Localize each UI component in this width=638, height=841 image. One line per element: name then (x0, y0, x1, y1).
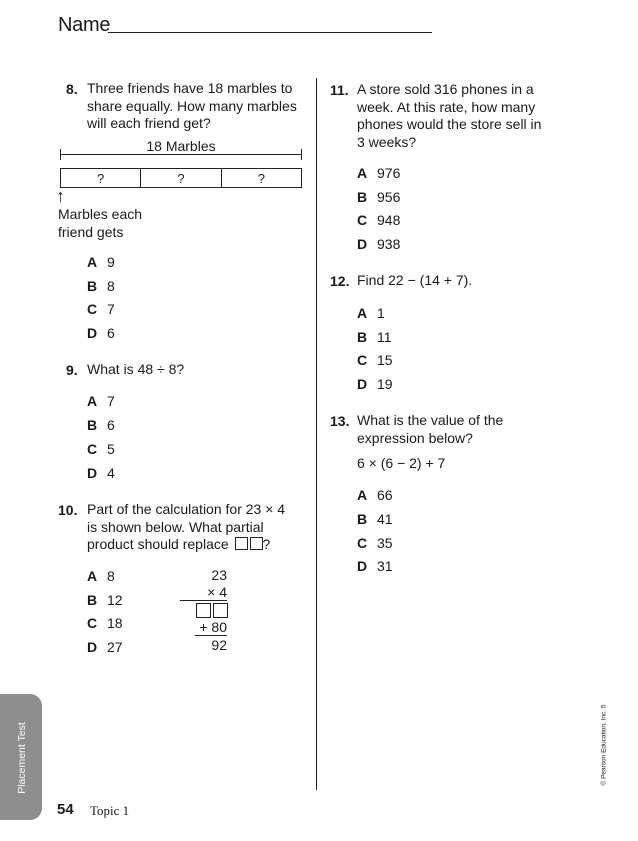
q11-text-line: A store sold 316 phones in a (357, 81, 534, 97)
tape-total-label: 18 Marbles (146, 138, 216, 154)
calc-addend: + 80 (199, 619, 227, 635)
q8-text (87, 80, 297, 133)
q8-text-line: will each friend get? (87, 115, 211, 131)
calc-rule (195, 635, 227, 636)
q9-choice-c[interactable]: C 5 (87, 441, 115, 457)
q13-text-line: What is the value of the (357, 412, 504, 428)
q12-choice-a[interactable]: A 1 (357, 305, 385, 321)
q12-number: 12. (330, 273, 350, 289)
tape-bracket-right (301, 149, 302, 160)
q9-choice-d[interactable]: D 4 (87, 465, 115, 481)
blank-box-icon (235, 537, 248, 550)
name-field-line[interactable] (108, 32, 432, 33)
topic-label: Topic 1 (90, 803, 130, 818)
q11-choice-c[interactable]: C 948 (357, 212, 401, 228)
q10-choice-a[interactable]: A 8 (87, 568, 115, 584)
column-divider (316, 78, 317, 790)
q13-choice-b[interactable]: B 41 (357, 511, 393, 527)
q13-number: 13. (330, 413, 350, 429)
q12-choice-c[interactable]: C 15 (357, 352, 393, 368)
tape-caption-line: friend gets (58, 223, 124, 240)
q8-choice-a[interactable]: A 9 (87, 254, 115, 270)
q10-choice-b[interactable]: B 12 (87, 592, 123, 608)
calc-top-number: 23 (211, 567, 227, 583)
q8-choice-c[interactable]: C 7 (87, 301, 115, 317)
blank-box-icon (213, 603, 228, 618)
q8-choice-b[interactable]: B 8 (87, 278, 115, 294)
q10-choice-d[interactable]: D 27 (87, 639, 123, 655)
tape-caption (58, 206, 142, 241)
q8-text-line: share equally. How many marbles (87, 97, 297, 114)
calc-result: 92 (211, 637, 227, 653)
q12-text: Find 22 − (14 + 7). (357, 272, 473, 288)
q13-text (357, 412, 503, 447)
copyright-notice: © Pearson Education, Inc. 5 (600, 704, 608, 786)
q11-text-line: phones would the store sell in (357, 116, 542, 132)
q12-choice-d[interactable]: D 19 (357, 376, 393, 392)
q9-text: What is 48 ÷ 8? (87, 361, 185, 377)
q10-text (87, 501, 285, 554)
tape-bracket (60, 154, 302, 155)
q10-text-line: Part of the calculation for 23 × 4 (87, 501, 286, 517)
q13-text-line: expression below? (357, 429, 473, 446)
q10-number: 10. (58, 502, 78, 518)
q10-text-line: is shown below. What partial (87, 518, 264, 535)
up-arrow-icon: ↑ (56, 186, 65, 206)
q11-choice-b[interactable]: B 956 (357, 189, 401, 205)
q10-text-line3: product should replace ? (87, 536, 271, 552)
tape-segment: ? (61, 169, 141, 187)
q11-choice-d[interactable]: D 938 (357, 236, 401, 252)
q12-choice-b[interactable]: B 11 (357, 329, 392, 345)
name-label: Name (58, 14, 111, 36)
q13-choice-d[interactable]: D 31 (357, 558, 393, 574)
calc-rule (180, 600, 227, 601)
tape-segment: ? (141, 169, 221, 187)
q8-text-line: Three friends have 18 marbles to (87, 80, 293, 96)
q13-expression: 6 × (6 − 2) + 7 (357, 455, 446, 471)
tape-segment: ? (257, 171, 265, 186)
side-tab-label: Placement Test (16, 722, 28, 794)
tape-diagram (60, 168, 302, 188)
q8-choice-d[interactable]: D 6 (87, 325, 115, 341)
q11-number: 11. (330, 82, 349, 98)
q13-choice-c[interactable]: C 35 (357, 535, 393, 551)
q9-choice-a[interactable]: A 7 (87, 393, 115, 409)
blank-box-icon (196, 603, 211, 618)
page-number: 54 (57, 801, 74, 818)
q9-choice-b[interactable]: B 6 (87, 417, 115, 433)
q13-choice-a[interactable]: A 66 (357, 487, 393, 503)
q11-text (357, 81, 541, 151)
q9-number: 9. (66, 362, 78, 378)
q10-choice-c[interactable]: C 18 (87, 615, 123, 631)
q11-text-line: week. At this rate, how many (357, 98, 536, 115)
tape-caption-line: Marbles each (58, 206, 143, 222)
calc-multiplier: × 4 (207, 584, 227, 600)
tape-bracket-left (60, 149, 61, 160)
blank-box-icon (250, 537, 263, 550)
q8-number: 8. (66, 81, 78, 97)
q11-choice-a[interactable]: A 976 (357, 165, 401, 181)
q11-text-line: 3 weeks? (357, 133, 417, 150)
